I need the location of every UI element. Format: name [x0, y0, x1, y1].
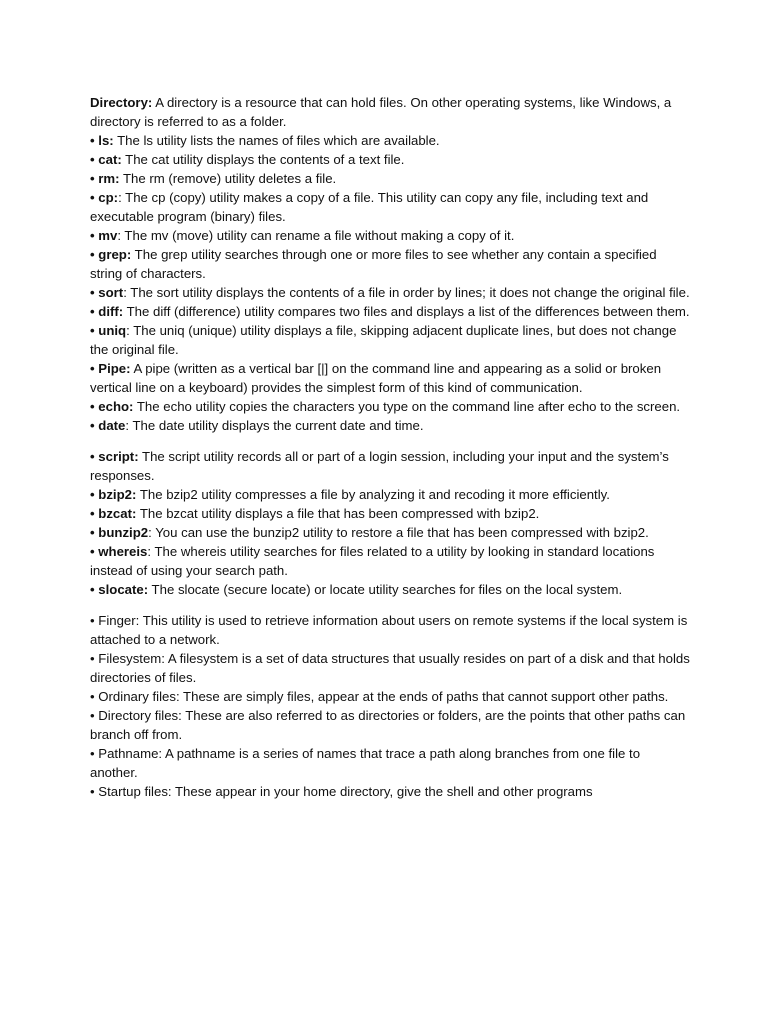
list-item [90, 283, 690, 302]
term-description: The cat utility displays the contents of a text file. [121, 152, 405, 167]
term-description: • Finger: This utility is used to retrieve information about users on remote systems if the local system is attached to a network. [90, 613, 688, 647]
term-label: • bzip2: [90, 487, 137, 502]
term-description: : The date utility displays the current date and time. [125, 418, 424, 433]
term-label: • script: [90, 449, 139, 464]
term-description: : The sort utility displays the contents of a file in order by lines; it does not change the original file. [123, 285, 690, 300]
term-label: • ls: [90, 133, 114, 148]
list-item [90, 302, 690, 321]
term-label: • rm: [90, 171, 120, 186]
term-description: A pipe (written as a vertical bar [|] on the command line and appearing as a solid or broken vertical line on a keyboard) provides the simplest form of this kind of communication. [90, 361, 662, 395]
list-item [90, 416, 690, 435]
list-item [90, 649, 690, 687]
list-item [90, 397, 690, 416]
term-label: • diff: [90, 304, 124, 319]
term-label: • mv [90, 228, 118, 243]
list-item [90, 447, 690, 485]
term-description: The script utility records all or part of a login session, including your input and the system’s responses. [90, 449, 669, 483]
term-label: • date [90, 418, 126, 433]
term-description: • Pathname: A pathname is a series of names that trace a path along branches from one file to another. [90, 746, 641, 780]
list-item [90, 226, 690, 245]
list-item [90, 542, 690, 580]
term-label: Directory: [90, 95, 153, 110]
list-item [90, 687, 690, 706]
term-description: • Ordinary files: These are simply files, appear at the ends of paths that cannot support other paths. [90, 689, 669, 704]
term-label: • echo: [90, 399, 134, 414]
list-item [90, 485, 690, 504]
term-description: The slocate (secure locate) or locate utility searches for files on the local system. [148, 582, 623, 597]
term-description: The ls utility lists the names of files which are available. [113, 133, 440, 148]
term-description: • Startup files: These appear in your home directory, give the shell and other programs [90, 784, 593, 799]
list-item [90, 782, 690, 801]
term-description: : The uniq (unique) utility displays a file, skipping adjacent duplicate lines, but does not change the original file. [90, 323, 677, 357]
term-description: A directory is a resource that can hold files. On other operating systems, like Windows, a directory is referred to as a folder. [90, 95, 672, 129]
list-item [90, 611, 690, 649]
list-item [90, 131, 690, 150]
list-item [90, 580, 690, 599]
term-label: • grep: [90, 247, 132, 262]
list-item [90, 245, 690, 283]
term-description: : The mv (move) utility can rename a file without making a copy of it. [117, 228, 515, 243]
term-description: The echo utility copies the characters you type on the command line after echo to the screen. [133, 399, 681, 414]
paragraph-block [90, 93, 690, 435]
term-description: • Filesystem: A filesystem is a set of data structures that usually resides on part of a disk and that holds directories of files. [90, 651, 690, 685]
term-description: • Directory files: These are also referred to as directories or folders, are the points that other paths can branch off from. [90, 708, 686, 742]
term-description: : You can use the bunzip2 utility to restore a file that has been compressed with bzip2. [148, 525, 649, 540]
term-label: • whereis [90, 544, 148, 559]
list-item [90, 706, 690, 744]
term-description: The bzcat utility displays a file that has been compressed with bzip2. [136, 506, 540, 521]
paragraph-block [90, 611, 690, 801]
term-description: : The whereis utility searches for files related to a utility by looking in standard locations instead of using your search path. [90, 544, 655, 578]
list-item [90, 744, 690, 782]
document-page [90, 93, 690, 801]
term-description: The diff (difference) utility compares two files and displays a list of the differences between them. [123, 304, 690, 319]
list-item [90, 169, 690, 188]
term-label: • uniq [90, 323, 127, 338]
term-label: • bunzip2 [90, 525, 149, 540]
term-label: • cp: [90, 190, 119, 205]
term-label: • bzcat: [90, 506, 137, 521]
term-label: • Pipe: [90, 361, 131, 376]
term-description: : The cp (copy) utility makes a copy of a file. This utility can copy any file, including text and executable program (binary) files. [90, 190, 649, 224]
list-item [90, 321, 690, 359]
paragraph-block [90, 447, 690, 599]
term-description: The bzip2 utility compresses a file by analyzing it and recoding it more efficiently. [136, 487, 610, 502]
list-item [90, 504, 690, 523]
term-label: • cat: [90, 152, 122, 167]
list-item [90, 359, 690, 397]
term-description: The rm (remove) utility deletes a file. [119, 171, 337, 186]
list-item [90, 93, 690, 131]
list-item [90, 188, 690, 226]
term-description: The grep utility searches through one or more files to see whether any contain a specified string of characters. [90, 247, 657, 281]
list-item [90, 523, 690, 542]
term-label: • slocate: [90, 582, 149, 597]
term-label: • sort [90, 285, 124, 300]
list-item [90, 150, 690, 169]
